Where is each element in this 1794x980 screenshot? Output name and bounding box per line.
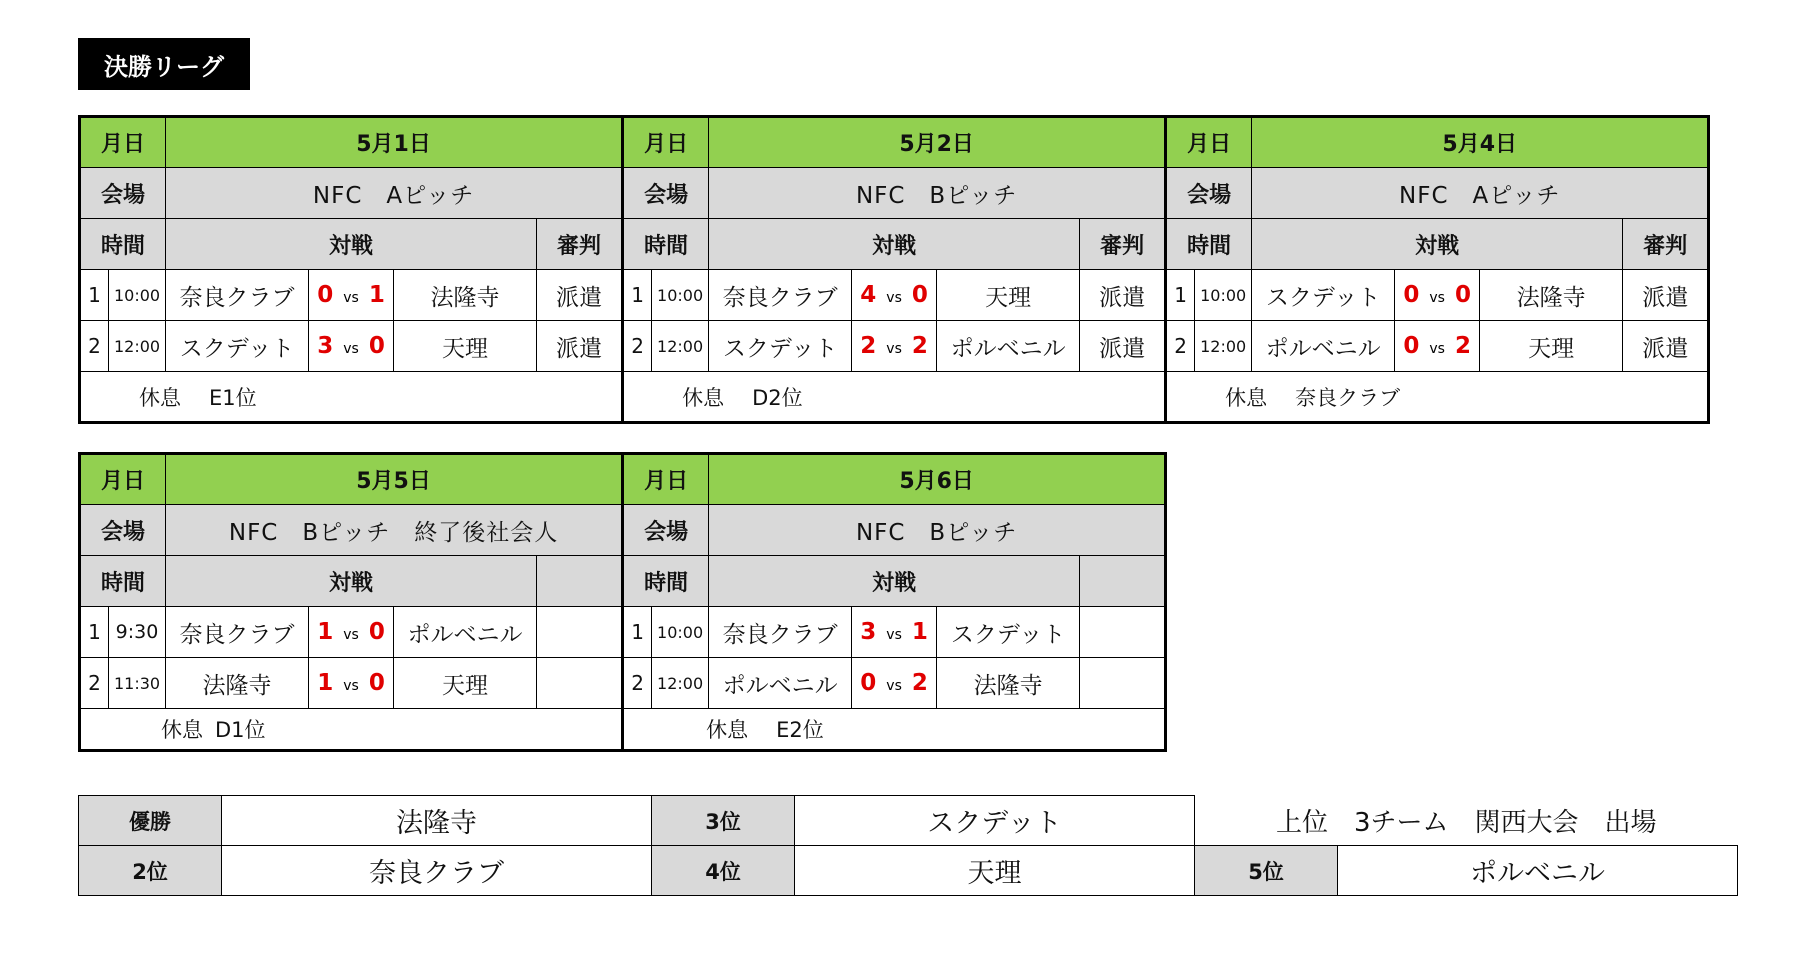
rest-row [80,709,1166,751]
game-row [80,607,1166,658]
away-team: 天理 [1480,321,1623,372]
home-team: 奈良クラブ [709,270,852,321]
score [309,321,394,372]
game-number: 1 [623,607,652,658]
venue-value: NFC Bピッチ 終了後社会人 [166,505,623,556]
date-value: 5月5日 [166,454,623,505]
game-number: 2 [623,658,652,709]
home-score: 1 [317,670,334,696]
referee: 派遣 [1080,270,1166,321]
referee: 派遣 [537,321,623,372]
home-team: スクデット [709,321,852,372]
rest-team: E1位 [209,385,257,410]
match-header: 対戦 [709,556,1080,607]
rank-team-champion: 法隆寺 [222,796,652,846]
venue-value: NFC Bピッチ [709,505,1166,556]
game-time: 11:30 [109,658,166,709]
home-team: 法隆寺 [166,658,309,709]
game-time: 10:00 [652,607,709,658]
game-number: 2 [623,321,652,372]
away-team: スクデット [937,607,1080,658]
home-team: ポルベニル [709,658,852,709]
referee [537,607,623,658]
date-value: 5月4日 [1252,117,1709,168]
game-time: 10:00 [1195,270,1252,321]
referee [1080,607,1166,658]
rank-label-second: 2位 [79,846,222,896]
score [309,607,394,658]
venue-row [80,168,1709,219]
venue-value: NFC Aピッチ [166,168,623,219]
score [1395,321,1480,372]
column-header-row [80,556,1166,607]
game-time: 12:00 [652,321,709,372]
vs-label: vs [886,341,902,357]
date-row [80,454,1166,505]
away-score: 1 [368,282,385,308]
score [309,270,394,321]
referee-header-empty [1080,556,1166,607]
venue-label: 会場 [623,505,709,556]
date-row [80,117,1709,168]
game-time: 12:00 [109,321,166,372]
home-team: 奈良クラブ [709,607,852,658]
score [852,607,937,658]
standings-row [79,846,1738,896]
away-team: 天理 [937,270,1080,321]
vs-label: vs [343,678,359,694]
referee-header: 審判 [1080,219,1166,270]
home-team: スクデット [166,321,309,372]
match-header: 対戦 [166,556,537,607]
match-header: 対戦 [1252,219,1623,270]
referee [1080,658,1166,709]
score [1395,270,1480,321]
home-score: 3 [317,333,334,359]
game-time: 9:30 [109,607,166,658]
time-header: 時間 [80,219,166,270]
home-score: 2 [860,333,877,359]
away-team: 天理 [394,321,537,372]
game-time: 10:00 [109,270,166,321]
rank-label-fourth: 4位 [652,846,795,896]
time-header: 時間 [623,556,709,607]
vs-label: vs [343,341,359,357]
away-team: 天理 [394,658,537,709]
date-value: 5月2日 [709,117,1166,168]
away-score: 0 [368,333,385,359]
away-team: 法隆寺 [937,658,1080,709]
away-score: 0 [911,282,928,308]
game-number: 2 [80,321,109,372]
rest-cell [623,709,1166,751]
venue-label: 会場 [80,168,166,219]
home-score: 3 [860,619,877,645]
rest-team: 奈良クラブ [1295,385,1401,410]
rest-cell [80,709,623,751]
vs-label: vs [1429,341,1445,357]
away-score: 2 [911,670,928,696]
game-number: 2 [1166,321,1195,372]
game-number: 1 [1166,270,1195,321]
referee-header-empty [537,556,623,607]
away-score: 2 [1454,333,1471,359]
date-label: 月日 [80,117,166,168]
rank-team-fourth: 天理 [795,846,1195,896]
home-score: 4 [860,282,877,308]
page-title: 決勝リーグ [78,38,250,90]
referee: 派遣 [1623,321,1709,372]
date-value: 5月1日 [166,117,623,168]
away-score: 0 [368,619,385,645]
rest-team: D2位 [752,385,803,410]
score [852,270,937,321]
away-team: ポルベニル [394,607,537,658]
schedule-table-row1 [78,115,1710,424]
venue-row [80,505,1166,556]
rank-team-third: スクデット [795,796,1195,846]
time-header: 時間 [80,556,166,607]
rank-label-third: 3位 [652,796,795,846]
rest-label: 休息 [706,718,749,742]
game-number: 1 [80,270,109,321]
game-time: 12:00 [652,658,709,709]
venue-value: NFC Aピッチ [1252,168,1709,219]
vs-label: vs [343,290,359,306]
referee: 派遣 [537,270,623,321]
game-number: 1 [80,607,109,658]
rank-team-second: 奈良クラブ [222,846,652,896]
home-team: スクデット [1252,270,1395,321]
rest-cell [80,372,623,423]
away-team: ポルベニル [937,321,1080,372]
match-header: 対戦 [709,219,1080,270]
away-score: 2 [911,333,928,359]
home-team: 奈良クラブ [166,607,309,658]
referee: 派遣 [1080,321,1166,372]
time-header: 時間 [1166,219,1252,270]
referee-header: 審判 [537,219,623,270]
away-team: 法隆寺 [394,270,537,321]
away-team: 法隆寺 [1480,270,1623,321]
venue-label: 会場 [1166,168,1252,219]
column-header-row [80,219,1709,270]
away-score: 0 [368,670,385,696]
game-row [80,658,1166,709]
game-row [80,270,1709,321]
home-score: 0 [317,282,334,308]
rank-label-fifth: 5位 [1195,846,1338,896]
rest-cell [1166,372,1709,423]
vs-label: vs [886,290,902,306]
home-score: 0 [1403,333,1420,359]
date-label: 月日 [1166,117,1252,168]
venue-label: 会場 [623,168,709,219]
schedule-table-row2 [78,452,1167,752]
rank-label-champion: 優勝 [79,796,222,846]
score [309,658,394,709]
rest-label: 休息 [139,385,181,410]
rest-label: 休息 [682,385,725,410]
away-score: 0 [1454,282,1471,308]
score [852,321,937,372]
home-score: 0 [860,670,877,696]
game-time: 12:00 [1195,321,1252,372]
referee-header: 審判 [1623,219,1709,270]
vs-label: vs [886,627,902,643]
referee [537,658,623,709]
date-label: 月日 [623,454,709,505]
match-header: 対戦 [166,219,537,270]
home-score: 0 [1403,282,1420,308]
rest-label: 休息 [161,718,203,742]
referee: 派遣 [1623,270,1709,321]
game-time: 10:00 [652,270,709,321]
rest-team: E2位 [776,718,824,742]
time-header: 時間 [623,219,709,270]
vs-label: vs [343,627,359,643]
game-number: 2 [80,658,109,709]
vs-label: vs [886,678,902,694]
date-label: 月日 [80,454,166,505]
venue-value: NFC Bピッチ [709,168,1166,219]
rest-row [80,372,1709,423]
home-team: ポルベニル [1252,321,1395,372]
score [852,658,937,709]
rest-team: D1位 [215,718,266,742]
away-score: 1 [911,619,928,645]
rest-label: 休息 [1225,385,1268,410]
game-number: 1 [623,270,652,321]
home-team: 奈良クラブ [166,270,309,321]
rest-cell [623,372,1166,423]
standings-row [79,796,1738,846]
rank-team-fifth: ポルベニル [1338,846,1738,896]
qualification-note: 上位 3チーム 関西大会 出場 [1195,796,1738,846]
final-standings-table [78,795,1738,896]
venue-label: 会場 [80,505,166,556]
vs-label: vs [1429,290,1445,306]
home-score: 1 [317,619,334,645]
game-row [80,321,1709,372]
date-label: 月日 [623,117,709,168]
date-value: 5月6日 [709,454,1166,505]
